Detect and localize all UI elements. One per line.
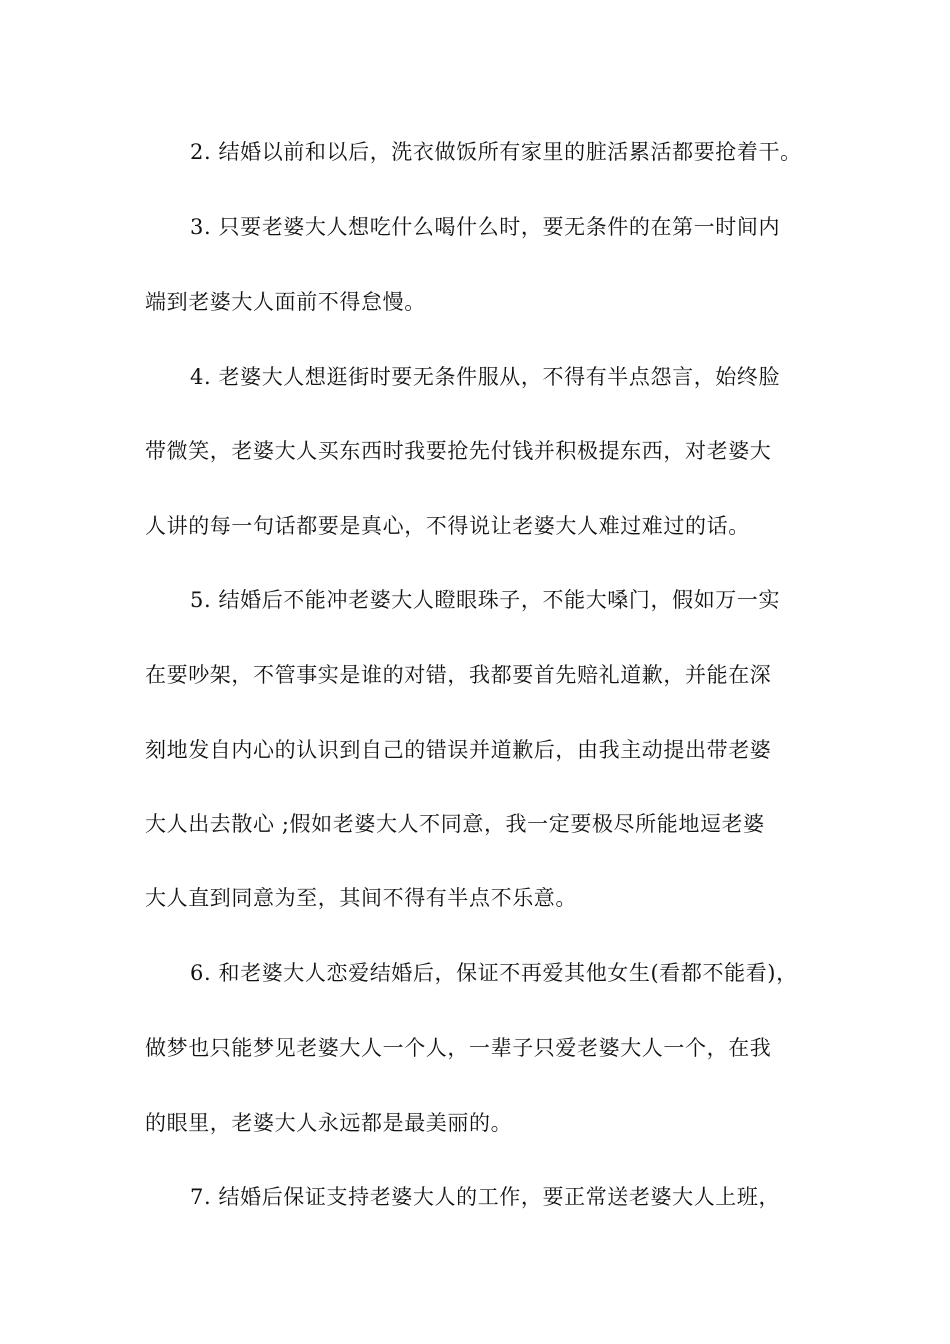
paragraph-line: 带微笑，老婆大人买东西时我要抢先付钱并积极提东西，对老婆大 xyxy=(145,439,772,463)
paragraph-line: 5. 结婚后不能冲老婆大人瞪眼珠子，不能大嗓门，假如万一实 xyxy=(190,588,781,612)
paragraph-line: 6. 和老婆大人恋爱结婚后，保证不再爱其他女生(看都不能看)， xyxy=(190,961,798,985)
paragraph-line: 2. 结婚以前和以后，洗衣做饭所有家里的脏活累活都要抢着干。 xyxy=(190,140,802,164)
paragraph-line: 7. 结婚后保证支持老婆大人的工作，要正常送老婆大人上班， xyxy=(190,1185,781,1209)
paragraph-line: 人讲的每一句话都要是真心，不得说让老婆大人难过难过的话。 xyxy=(145,514,750,538)
paragraph-line: 4. 老婆大人想逛街时要无条件服从，不得有半点怨言，始终脸 xyxy=(190,365,781,389)
paragraph-line: 3. 只要老婆大人想吃什么喝什么时，要无条件的在第一时间内 xyxy=(190,215,781,239)
paragraph-line: 大人直到同意为至，其间不得有半点不乐意。 xyxy=(145,886,577,910)
paragraph-line: 大人出去散心 ;假如老婆大人不同意，我一定要极尽所能地逗老婆 xyxy=(145,812,765,836)
paragraph-line: 刻地发自内心的认识到自己的错误并道歉后，由我主动提出带老婆 xyxy=(145,738,772,762)
paragraph-line: 的眼里，老婆大人永远都是最美丽的。 xyxy=(145,1111,513,1135)
paragraph-line: 在要吵架，不管事实是谁的对错，我都要首先赔礼道歉，并能在深 xyxy=(145,663,772,687)
paragraph-line: 做梦也只能梦见老婆大人一个人，一辈子只爱老婆大人一个，在我 xyxy=(145,1036,772,1060)
paragraph-line: 端到老婆大人面前不得怠慢。 xyxy=(145,290,426,314)
